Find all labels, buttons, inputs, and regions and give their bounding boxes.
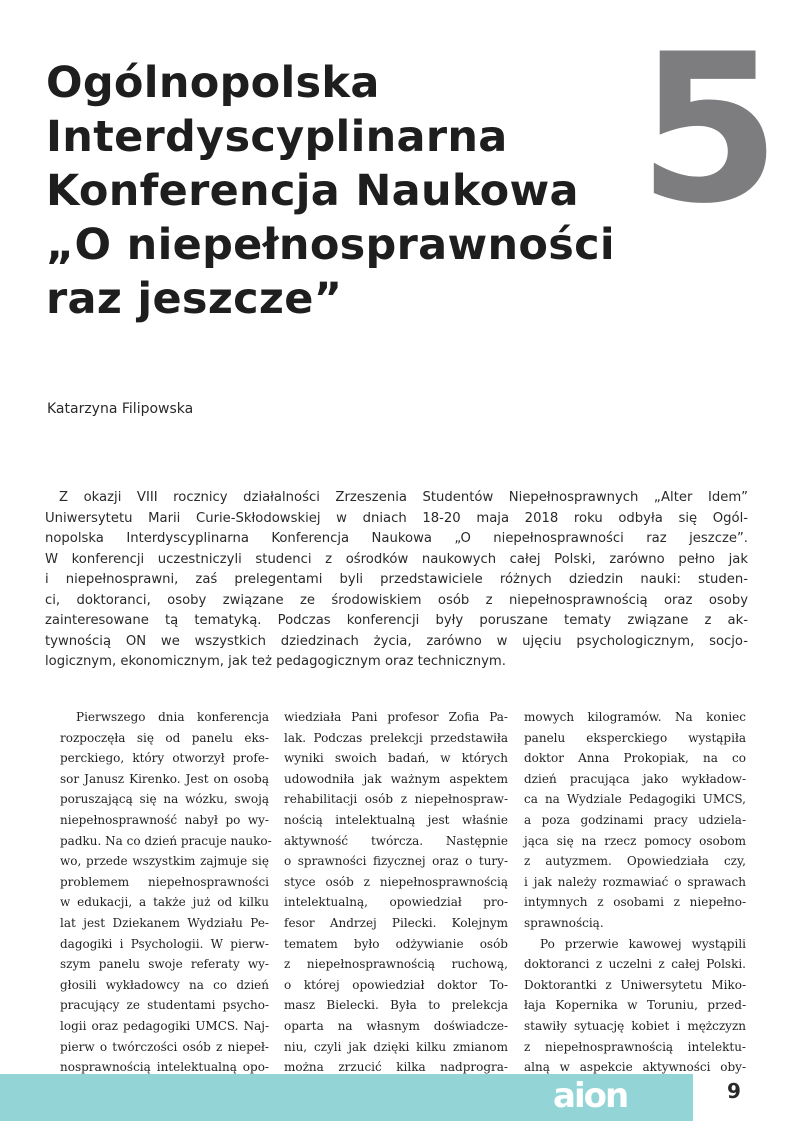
body-line: oparta na własnym doświadcze- — [284, 1018, 508, 1033]
body-line: udowodniła jak ważnym aspektem — [284, 771, 508, 786]
body-line: i jak należy rozmawiać o sprawach — [524, 874, 746, 889]
body-line: nosprawnością intelektualną opo- — [60, 1060, 269, 1075]
lead-line: ci, doktoranci, osoby związane ze środowiskiem osób z niepełnosprawnością oraz osoby — [45, 592, 748, 608]
body-line: fesor Andrzej Pilecki. Kolejnym — [284, 915, 508, 930]
lead-line: zainteresowane tą tematyką. Podczas konferencji były poruszane tematy związane z ak- — [45, 613, 748, 628]
lead-line: tywnością ON we wszystkich dziedzinach życia, zarówno w ujęciu psychologicznym, socjo- — [45, 633, 748, 649]
article-number: 5 — [638, 11, 781, 249]
body-line: łaja Kopernika w Toruniu, przed- — [524, 998, 746, 1013]
body-line: masz Bielecki. Była to prelekcja — [284, 998, 508, 1013]
body-line: stawiły sytuację kobiet i mężczyzn — [524, 1018, 746, 1033]
title-line: Konferencja Naukowa — [46, 166, 579, 216]
body-line: nością intelektualną jest właśnie — [284, 812, 508, 827]
body-line: doktoranci z uczelni z całej Polski. — [524, 957, 746, 972]
body-line: intymnych z osobami z niepełno- — [524, 895, 746, 910]
body-line: pierw o twórczości osób z niepeł- — [60, 1039, 269, 1054]
body-line: dagogiki i Psychologii. W pierw- — [60, 936, 269, 951]
body-line: o sprawności fizycznej oraz o tury- — [284, 854, 508, 869]
body-line: jąca się na rzecz pomocy osobom — [524, 833, 746, 848]
body-line: perckiego, który otworzył profe- — [60, 751, 269, 766]
body-line: mowych kilogramów. Na koniec — [524, 710, 746, 724]
lead-line: i niepełnosprawni, zaś prelegentami byli przedstawiciele różnych dziedzin nauki: studen- — [45, 572, 748, 587]
body-line: sprawnością. — [524, 915, 604, 930]
body-line: panelu eksperckiego wystąpiła — [524, 730, 746, 745]
lead-line: W konferencji uczestniczyli studenci z ośrodków naukowych całej Polski, zarówno pełno jak — [45, 551, 748, 567]
title-line: Ogólnopolska — [46, 58, 380, 108]
body-column-3 — [524, 707, 746, 1078]
body-line: rozpoczęła się od panelu eks- — [60, 730, 269, 745]
body-line: tematem było odżywianie osób — [284, 936, 508, 951]
title-line: raz jeszcze” — [46, 274, 343, 324]
body-line: Pierwszego dnia konferencja — [76, 710, 269, 724]
article-title — [46, 56, 686, 326]
body-column-2 — [284, 707, 508, 1078]
body-line: dzień pracująca jako wykładow- — [524, 771, 746, 786]
body-column-1 — [60, 707, 272, 1078]
body-line: padku. Na co dzień pracuje nauko- — [60, 833, 272, 848]
body-line: wiedziała Pani profesor Zofia Pa- — [284, 710, 508, 724]
body-line: z niepełnosprawnością intelektu- — [524, 1039, 746, 1054]
magazine-logo: aion — [553, 1076, 628, 1116]
body-line: z autyzmem. Opowiedziała czy, — [524, 854, 746, 869]
body-line: problemem niepełnosprawności — [60, 874, 269, 889]
body-line: alną w aspekcie aktywności oby- — [524, 1060, 746, 1075]
body-line: doktor Anna Prokopiak, na co — [524, 751, 746, 766]
body-line: intelektualną, opowiedział pro- — [284, 895, 508, 910]
body-line: niu, czyli jak dzięki kilku zmianom — [284, 1039, 508, 1054]
lead-line: Uniwersytetu Marii Curie-Skłodowskiej w dniach 18-20 maja 2018 roku odbyła się Ogól- — [45, 510, 748, 526]
lead-line: nopolska Interdyscyplinarna Konferencja Naukowa „O niepełnosprawności raz jeszcze”. — [45, 531, 748, 546]
article-author: Katarzyna Filipowska — [47, 401, 194, 417]
lead-line: Z okazji VIII rocznicy działalności Zrzeszenia Studentów Niepełnosprawnych „Alter Idem” — [59, 490, 748, 505]
body-line: wo, przede wszystkim zajmuje się — [60, 854, 269, 869]
body-line: Doktorantki z Uniwersytetu Miko- — [524, 977, 746, 992]
body-line: z niepełnosprawnością ruchową, — [284, 957, 508, 972]
body-line: pracujący ze studentami psycho- — [60, 998, 269, 1013]
lead-paragraph — [45, 488, 748, 673]
body-line: sor Janusz Kirenko. Jest on osobą — [60, 771, 269, 786]
body-line: lat jest Dziekanem Wydziału Pe- — [60, 915, 269, 930]
body-line: lak. Podczas prelekcji przedstawiła — [284, 730, 508, 745]
body-line: rehabilitacji osób z niepełnospraw- — [284, 792, 508, 807]
lead-line: logicznym, ekonomicznym, jak też pedagogicznym oraz technicznym. — [45, 654, 506, 669]
body-line: styce osób z niepełnosprawnością — [284, 874, 508, 889]
body-line: szym panelu swoje referaty wy- — [60, 957, 269, 972]
body-line: ca na Wydziale Pedagogiki UMCS, — [524, 792, 746, 807]
body-line: niepełnosprawność nabył po wy- — [60, 812, 269, 827]
body-line: poruszającą się na wózku, swoją — [60, 792, 269, 807]
body-line: można zrzucić kilka nadprogra- — [284, 1060, 508, 1075]
body-line: Po przerwie kawowej wystąpili — [540, 936, 746, 951]
title-line: Interdyscyplinarna — [46, 112, 508, 162]
body-line: a poza godzinami pracy udziela- — [524, 812, 746, 827]
body-line: aktywność twórcza. Następnie — [284, 833, 508, 848]
page-number: 9 — [727, 1079, 741, 1103]
body-line: logii oraz pedagogiki UMCS. Naj- — [60, 1018, 269, 1033]
body-line: głosili wykładowcy na co dzień — [60, 977, 269, 992]
body-line: o której opowiedział doktor To- — [284, 977, 508, 992]
body-line: w edukacji, a także już od kilku — [60, 895, 269, 910]
body-line: wyniki swoich badań, w których — [284, 751, 508, 766]
title-line: „O niepełnosprawności — [46, 220, 615, 270]
